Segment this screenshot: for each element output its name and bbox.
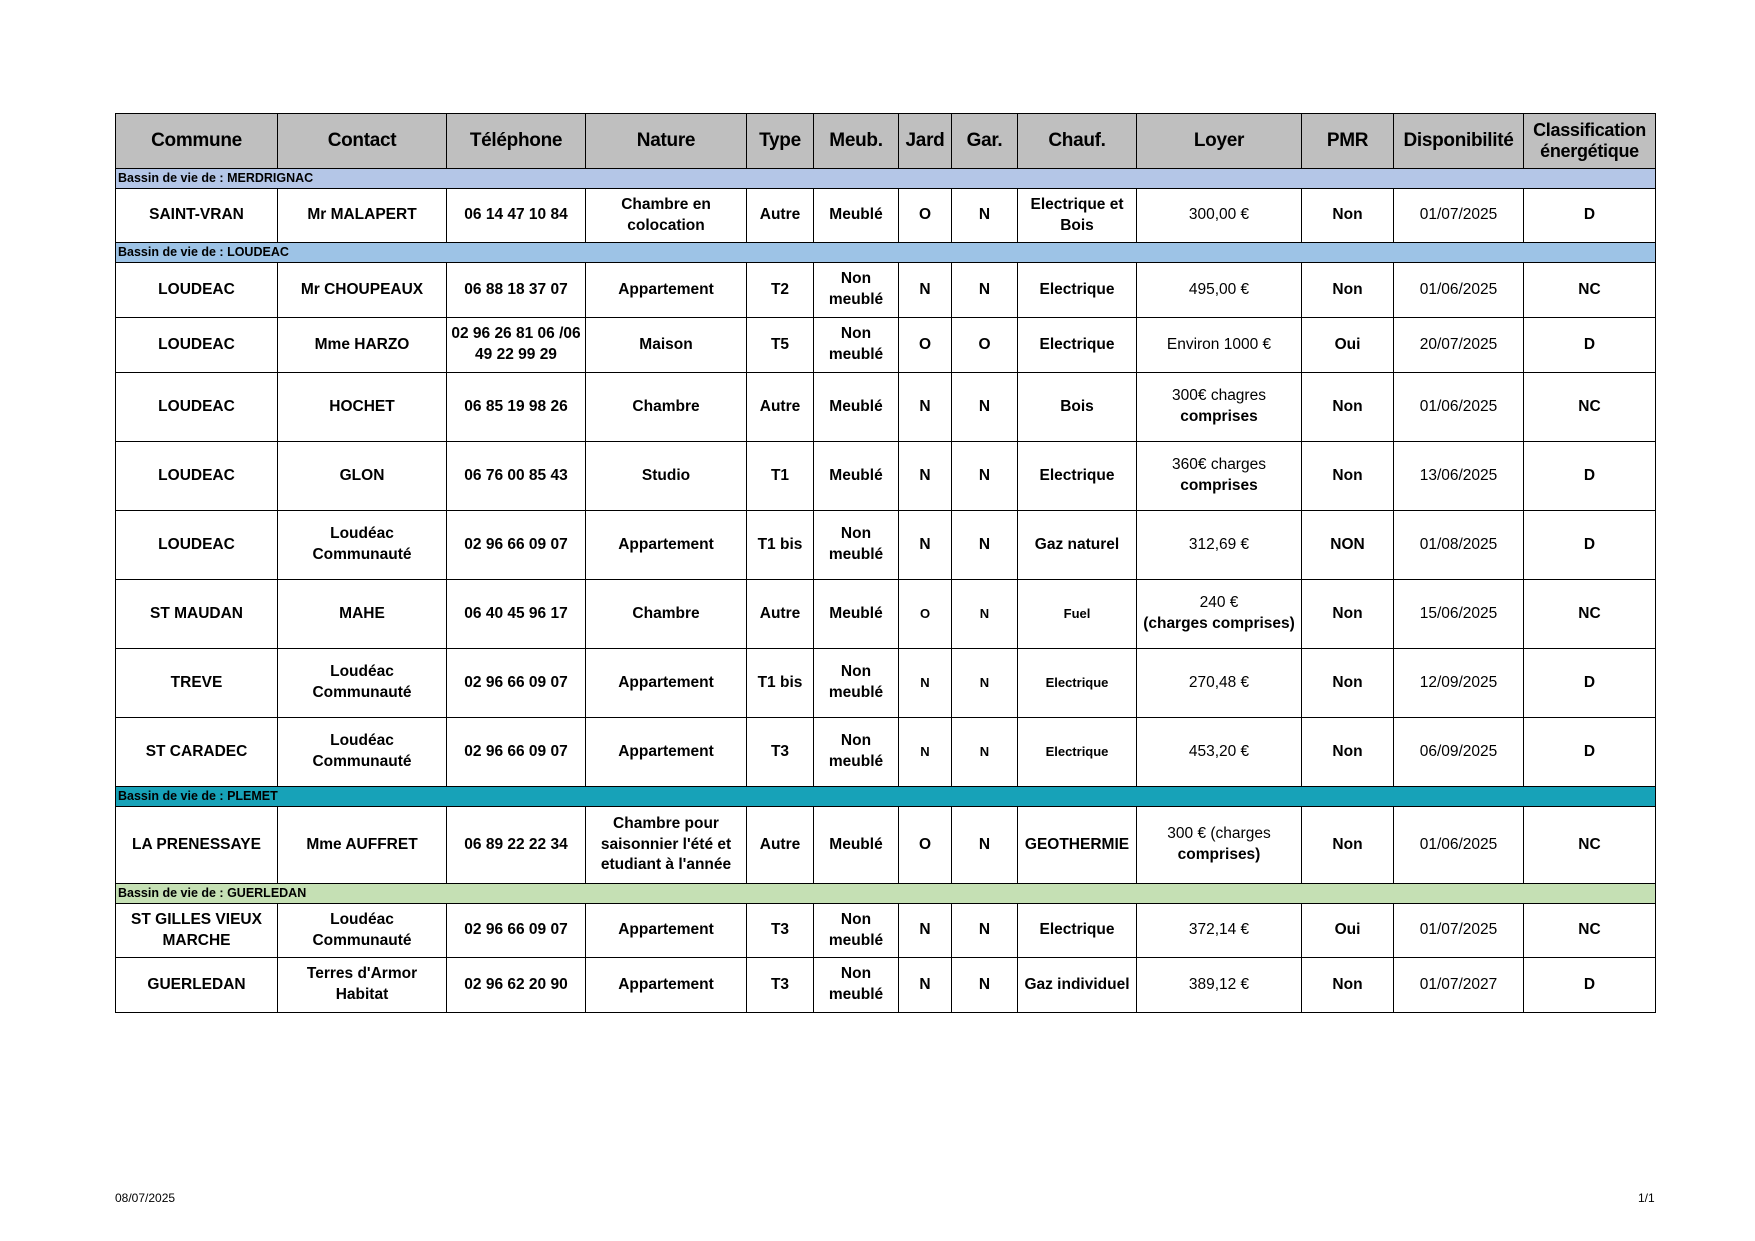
cell-jardin: N — [899, 958, 952, 1013]
bassin-label: Bassin de vie de : GUERLEDAN — [116, 884, 1656, 904]
cell-jardin: N — [899, 649, 952, 718]
cell-loyer — [1137, 263, 1302, 318]
col-header-contact: Contact — [278, 114, 447, 169]
cell-commune: LA PRENESSAYE — [116, 807, 278, 884]
cell-jardin: O — [899, 318, 952, 373]
cell-loyer — [1137, 442, 1302, 511]
cell-jardin: O — [899, 189, 952, 243]
cell-classe: NC — [1524, 807, 1656, 884]
cell-jardin: N — [899, 904, 952, 958]
cell-type: T3 — [747, 958, 814, 1013]
cell-telephone: 06 40 45 96 17 — [447, 580, 586, 649]
cell-pmr: Non — [1302, 263, 1394, 318]
cell-disponibilite: 01/06/2025 — [1394, 263, 1524, 318]
cell-contact: Mme AUFFRET — [278, 807, 447, 884]
cell-classe: NC — [1524, 263, 1656, 318]
cell-telephone: 06 76 00 85 43 — [447, 442, 586, 511]
cell-chauffage: Fuel — [1018, 580, 1137, 649]
cell-disponibilite: 01/08/2025 — [1394, 511, 1524, 580]
cell-loyer — [1137, 904, 1302, 958]
cell-commune: SAINT-VRAN — [116, 189, 278, 243]
loyer-amount: 360€ charges — [1172, 456, 1266, 474]
cell-pmr: Non — [1302, 958, 1394, 1013]
loyer-amount: 495,00 € — [1188, 280, 1250, 298]
loyer-note: comprises — [1180, 477, 1258, 494]
cell-loyer — [1137, 189, 1302, 243]
table-row — [116, 263, 1656, 318]
col-header-pmr: PMR — [1302, 114, 1394, 169]
cell-jardin: N — [899, 442, 952, 511]
cell-chauffage: GEOTHERMIE — [1018, 807, 1137, 884]
cell-loyer — [1137, 958, 1302, 1013]
cell-contact: MAHE — [278, 580, 447, 649]
cell-nature: Studio — [586, 442, 747, 511]
cell-telephone: 02 96 66 09 07 — [447, 511, 586, 580]
cell-meuble: Non meublé — [814, 904, 899, 958]
cell-jardin: O — [899, 580, 952, 649]
cell-disponibilite: 01/07/2027 — [1394, 958, 1524, 1013]
cell-disponibilite: 01/06/2025 — [1394, 373, 1524, 442]
cell-pmr: Oui — [1302, 318, 1394, 373]
cell-nature: Appartement — [586, 263, 747, 318]
cell-meuble: Non meublé — [814, 263, 899, 318]
loyer-amount: 300,00 € — [1188, 206, 1250, 224]
cell-disponibilite: 01/07/2025 — [1394, 189, 1524, 243]
cell-garage: N — [952, 263, 1018, 318]
loyer-amount: 240 € — [1199, 594, 1239, 612]
cell-garage: N — [952, 373, 1018, 442]
header-row — [116, 114, 1656, 169]
col-header-chauf: Chauf. — [1018, 114, 1137, 169]
cell-garage: N — [952, 649, 1018, 718]
bassin-label: Bassin de vie de : PLEMET — [116, 787, 1656, 807]
cell-chauffage: Electrique — [1018, 263, 1137, 318]
cell-contact: GLON — [278, 442, 447, 511]
table-row — [116, 373, 1656, 442]
cell-type: T3 — [747, 904, 814, 958]
loyer-note: comprises) — [1177, 846, 1261, 863]
cell-garage: N — [952, 807, 1018, 884]
cell-type: Autre — [747, 807, 814, 884]
table-row — [116, 904, 1656, 958]
footer-date: 08/07/2025 — [115, 1191, 176, 1205]
cell-pmr: Non — [1302, 189, 1394, 243]
cell-commune: LOUDEAC — [116, 511, 278, 580]
cell-disponibilite: 15/06/2025 — [1394, 580, 1524, 649]
cell-telephone: 02 96 62 20 90 — [447, 958, 586, 1013]
cell-commune: ST GILLES VIEUX MARCHE — [116, 904, 278, 958]
cell-contact: Mme HARZO — [278, 318, 447, 373]
footer-page-number: 1/1 — [1638, 1191, 1655, 1205]
cell-garage: N — [952, 189, 1018, 243]
cell-jardin: N — [899, 718, 952, 787]
cell-type: T2 — [747, 263, 814, 318]
cell-nature: Chambre en colocation — [586, 189, 747, 243]
cell-disponibilite: 01/07/2025 — [1394, 904, 1524, 958]
cell-contact: Loudéac Communauté — [278, 718, 447, 787]
cell-telephone: 02 96 26 81 06 /06 49 22 99 29 — [447, 318, 586, 373]
table-body — [116, 169, 1656, 1013]
cell-jardin: N — [899, 263, 952, 318]
housing-listing-sheet — [115, 113, 1655, 1013]
housing-table — [115, 113, 1656, 1013]
cell-meuble: Meublé — [814, 189, 899, 243]
cell-contact: Terres d'Armor Habitat — [278, 958, 447, 1013]
cell-loyer — [1137, 649, 1302, 718]
cell-classe: D — [1524, 318, 1656, 373]
cell-disponibilite: 20/07/2025 — [1394, 318, 1524, 373]
cell-telephone: 02 96 66 09 07 — [447, 718, 586, 787]
cell-classe: NC — [1524, 373, 1656, 442]
col-header-type: Type — [747, 114, 814, 169]
cell-nature: Chambre — [586, 373, 747, 442]
table-row — [116, 958, 1656, 1013]
cell-chauffage: Gaz naturel — [1018, 511, 1137, 580]
cell-meuble: Meublé — [814, 807, 899, 884]
cell-loyer — [1137, 373, 1302, 442]
cell-jardin: N — [899, 373, 952, 442]
loyer-amount: 372,14 € — [1188, 921, 1250, 939]
cell-garage: N — [952, 718, 1018, 787]
cell-chauffage: Electrique — [1018, 318, 1137, 373]
bassin-label: Bassin de vie de : LOUDEAC — [116, 243, 1656, 263]
bassin-label: Bassin de vie de : MERDRIGNAC — [116, 169, 1656, 189]
cell-pmr: Non — [1302, 649, 1394, 718]
cell-meuble: Non meublé — [814, 958, 899, 1013]
cell-disponibilite: 01/06/2025 — [1394, 807, 1524, 884]
cell-loyer — [1137, 807, 1302, 884]
cell-meuble: Non meublé — [814, 511, 899, 580]
cell-nature: Chambre pour saisonnier l'été et etudiant à l'année — [586, 807, 747, 884]
cell-classe: D — [1524, 189, 1656, 243]
col-header-loyer: Loyer — [1137, 114, 1302, 169]
cell-type: Autre — [747, 373, 814, 442]
loyer-note: comprises — [1180, 408, 1258, 425]
col-header-telephone: Téléphone — [447, 114, 586, 169]
cell-pmr: Non — [1302, 718, 1394, 787]
cell-nature: Chambre — [586, 580, 747, 649]
cell-pmr: NON — [1302, 511, 1394, 580]
cell-classe: NC — [1524, 580, 1656, 649]
loyer-amount: 312,69 € — [1188, 535, 1250, 553]
cell-type: T1 bis — [747, 649, 814, 718]
cell-type: T3 — [747, 718, 814, 787]
table-row — [116, 511, 1656, 580]
table-row — [116, 580, 1656, 649]
cell-meuble: Non meublé — [814, 318, 899, 373]
cell-type: T1 — [747, 442, 814, 511]
loyer-amount: 453,20 € — [1188, 742, 1250, 760]
cell-commune: LOUDEAC — [116, 263, 278, 318]
cell-classe: D — [1524, 958, 1656, 1013]
loyer-amount: 270,48 € — [1188, 673, 1250, 691]
cell-pmr: Non — [1302, 442, 1394, 511]
cell-commune: LOUDEAC — [116, 442, 278, 511]
bassin-band-row — [116, 243, 1656, 263]
cell-loyer — [1137, 318, 1302, 373]
cell-commune: LOUDEAC — [116, 318, 278, 373]
cell-pmr: Non — [1302, 373, 1394, 442]
cell-disponibilite: 12/09/2025 — [1394, 649, 1524, 718]
col-header-commune: Commune — [116, 114, 278, 169]
cell-disponibilite: 13/06/2025 — [1394, 442, 1524, 511]
cell-classe: D — [1524, 442, 1656, 511]
cell-telephone: 06 88 18 37 07 — [447, 263, 586, 318]
cell-nature: Appartement — [586, 718, 747, 787]
cell-meuble: Meublé — [814, 580, 899, 649]
cell-commune: ST MAUDAN — [116, 580, 278, 649]
cell-nature: Appartement — [586, 511, 747, 580]
col-header-classification: Classification énergétique — [1524, 114, 1656, 169]
cell-meuble: Non meublé — [814, 718, 899, 787]
cell-contact: HOCHET — [278, 373, 447, 442]
col-header-disponibilite: Disponibilité — [1394, 114, 1524, 169]
cell-commune: ST CARADEC — [116, 718, 278, 787]
cell-loyer — [1137, 580, 1302, 649]
cell-meuble: Meublé — [814, 373, 899, 442]
cell-contact: Loudéac Communauté — [278, 649, 447, 718]
cell-disponibilite: 06/09/2025 — [1394, 718, 1524, 787]
cell-garage: N — [952, 904, 1018, 958]
cell-meuble: Non meublé — [814, 649, 899, 718]
cell-nature: Appartement — [586, 904, 747, 958]
cell-type: Autre — [747, 580, 814, 649]
cell-meuble: Meublé — [814, 442, 899, 511]
cell-chauffage: Electrique — [1018, 649, 1137, 718]
cell-chauffage: Electrique — [1018, 904, 1137, 958]
cell-classe: D — [1524, 511, 1656, 580]
loyer-amount: Environ 1000 € — [1166, 335, 1272, 353]
table-row — [116, 318, 1656, 373]
cell-telephone: 02 96 66 09 07 — [447, 904, 586, 958]
cell-telephone: 02 96 66 09 07 — [447, 649, 586, 718]
col-header-nature: Nature — [586, 114, 747, 169]
cell-telephone: 06 14 47 10 84 — [447, 189, 586, 243]
col-header-gar: Gar. — [952, 114, 1018, 169]
cell-classe: NC — [1524, 904, 1656, 958]
loyer-note: (charges comprises) — [1143, 615, 1295, 632]
cell-nature: Appartement — [586, 649, 747, 718]
table-row — [116, 189, 1656, 243]
cell-garage: N — [952, 958, 1018, 1013]
cell-garage: N — [952, 511, 1018, 580]
cell-contact: Mr CHOUPEAUX — [278, 263, 447, 318]
loyer-amount: 389,12 € — [1188, 975, 1250, 993]
cell-garage: O — [952, 318, 1018, 373]
cell-telephone: 06 89 22 22 34 — [447, 807, 586, 884]
loyer-amount: 300€ chagres — [1172, 387, 1266, 405]
bassin-band-row — [116, 169, 1656, 189]
cell-chauffage: Electrique — [1018, 442, 1137, 511]
cell-contact: Loudéac Communauté — [278, 904, 447, 958]
cell-commune: TREVE — [116, 649, 278, 718]
cell-chauffage: Electrique et Bois — [1018, 189, 1137, 243]
cell-classe: D — [1524, 649, 1656, 718]
bassin-band-row — [116, 884, 1656, 904]
cell-garage: N — [952, 442, 1018, 511]
cell-jardin: N — [899, 511, 952, 580]
cell-chauffage: Bois — [1018, 373, 1137, 442]
loyer-amount: 300 € (charges — [1167, 825, 1271, 843]
cell-contact: Mr MALAPERT — [278, 189, 447, 243]
table-row — [116, 807, 1656, 884]
cell-type: Autre — [747, 189, 814, 243]
cell-pmr: Oui — [1302, 904, 1394, 958]
cell-loyer — [1137, 511, 1302, 580]
cell-chauffage: Gaz individuel — [1018, 958, 1137, 1013]
cell-pmr: Non — [1302, 807, 1394, 884]
bassin-band-row — [116, 787, 1656, 807]
cell-chauffage: Electrique — [1018, 718, 1137, 787]
cell-classe: D — [1524, 718, 1656, 787]
cell-contact: Loudéac Communauté — [278, 511, 447, 580]
col-header-jard: Jard — [899, 114, 952, 169]
cell-type: T5 — [747, 318, 814, 373]
table-row — [116, 442, 1656, 511]
cell-commune: LOUDEAC — [116, 373, 278, 442]
cell-jardin: O — [899, 807, 952, 884]
col-header-meub: Meub. — [814, 114, 899, 169]
cell-telephone: 06 85 19 98 26 — [447, 373, 586, 442]
cell-loyer — [1137, 718, 1302, 787]
cell-nature: Appartement — [586, 958, 747, 1013]
cell-garage: N — [952, 580, 1018, 649]
table-row — [116, 718, 1656, 787]
cell-pmr: Non — [1302, 580, 1394, 649]
table-row — [116, 649, 1656, 718]
cell-type: T1 bis — [747, 511, 814, 580]
cell-commune: GUERLEDAN — [116, 958, 278, 1013]
cell-nature: Maison — [586, 318, 747, 373]
